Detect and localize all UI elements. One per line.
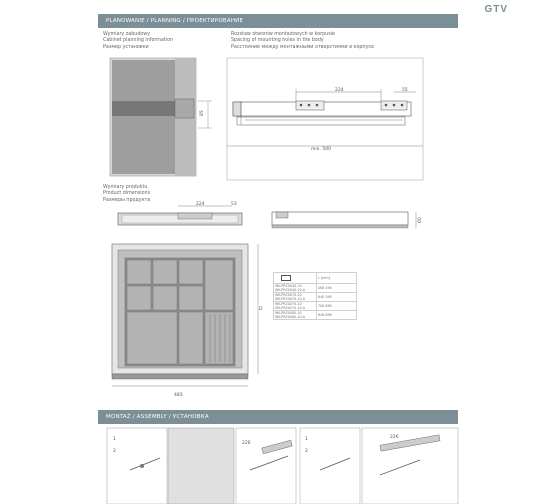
code: WK-PRZ0070-10 xyxy=(275,302,302,306)
code: WK-PRZ0080-10-A xyxy=(275,315,305,319)
dim-min500: min. 500 xyxy=(311,147,331,152)
table-row xyxy=(274,311,357,320)
step-label: 2 xyxy=(305,449,308,454)
table-code-cell xyxy=(274,302,317,311)
brand-logo: GTV xyxy=(484,4,508,15)
dim-width: 483 xyxy=(174,393,183,398)
table-header: L [mm] xyxy=(317,273,357,284)
cabinet-planning-drawing xyxy=(110,58,212,176)
table-row xyxy=(274,284,357,293)
dim-55: 55 xyxy=(402,88,408,93)
table-dim-cell: 700 898 xyxy=(317,302,357,311)
assembly-panels xyxy=(107,428,458,504)
dim-224-top: 224 xyxy=(335,88,344,93)
table-row xyxy=(274,302,357,311)
dim-224: 224 xyxy=(196,202,205,207)
code: WK-PRZ0040-10 xyxy=(275,284,302,288)
code: WK-PRZ0080-10 xyxy=(275,311,302,315)
code: WK-PRZ0070-10-A xyxy=(275,297,305,301)
table-dim-cell: 640 398 xyxy=(317,293,357,302)
dim-226-b: 226 xyxy=(390,435,399,440)
table-dim-cell: 848 898 xyxy=(317,311,357,320)
table-code-cell xyxy=(274,284,317,293)
assembly-header: MONTAŻ / ASSEMBLY / УСТАНОВКА xyxy=(98,410,458,424)
dim-side-60: 60 xyxy=(418,217,423,223)
caption-line: Product dimensions xyxy=(103,191,151,197)
table-code-cell xyxy=(274,293,317,302)
product-top-view xyxy=(118,201,242,225)
caption-line: Расстояние между монтажными отверстиями в корпусе xyxy=(231,44,374,50)
caption-line: Wymiary zabudowy xyxy=(103,32,151,37)
table-row xyxy=(274,293,357,302)
code: WK-PRZ0070-10 xyxy=(275,293,302,297)
caption-line: Cabinet planning information xyxy=(103,38,174,44)
code: WK-PRZ0070-10-A xyxy=(275,306,305,310)
table-dim-cell: 468 498 xyxy=(317,284,357,293)
dim-53: 53 xyxy=(231,202,237,207)
code: WK-PRZ0040-10-A xyxy=(275,288,305,292)
table-code-cell xyxy=(274,311,317,320)
caption-line: Размер установки xyxy=(103,44,149,50)
mounting-holes-drawing xyxy=(227,58,423,180)
step-label: 2 xyxy=(113,449,116,454)
product-plan-view xyxy=(112,244,263,398)
product-side-view xyxy=(272,212,423,228)
dim-side-height: 85 xyxy=(200,110,205,116)
step-label: 1 xyxy=(113,437,116,442)
dim-226-a: 226 xyxy=(242,441,251,446)
table-header-row xyxy=(274,273,357,284)
dim-depth: D xyxy=(259,307,263,312)
dimensions-table xyxy=(273,272,357,320)
planning-header: PLANOWANIE / PLANNING / ПРОЕКТИРОВАНИЕ xyxy=(98,14,458,28)
step-label: 1 xyxy=(305,437,308,442)
table-icon-cell xyxy=(274,273,317,284)
caption-line: Rozstaw otworów montażowych w korpusie xyxy=(231,32,335,37)
caption-line: Wymiary produktu xyxy=(103,185,148,190)
caption-line: Размеры продукта xyxy=(103,197,151,203)
drawer-icon xyxy=(281,275,291,281)
caption-line: Spacing of mounting holes in the body xyxy=(231,38,324,44)
